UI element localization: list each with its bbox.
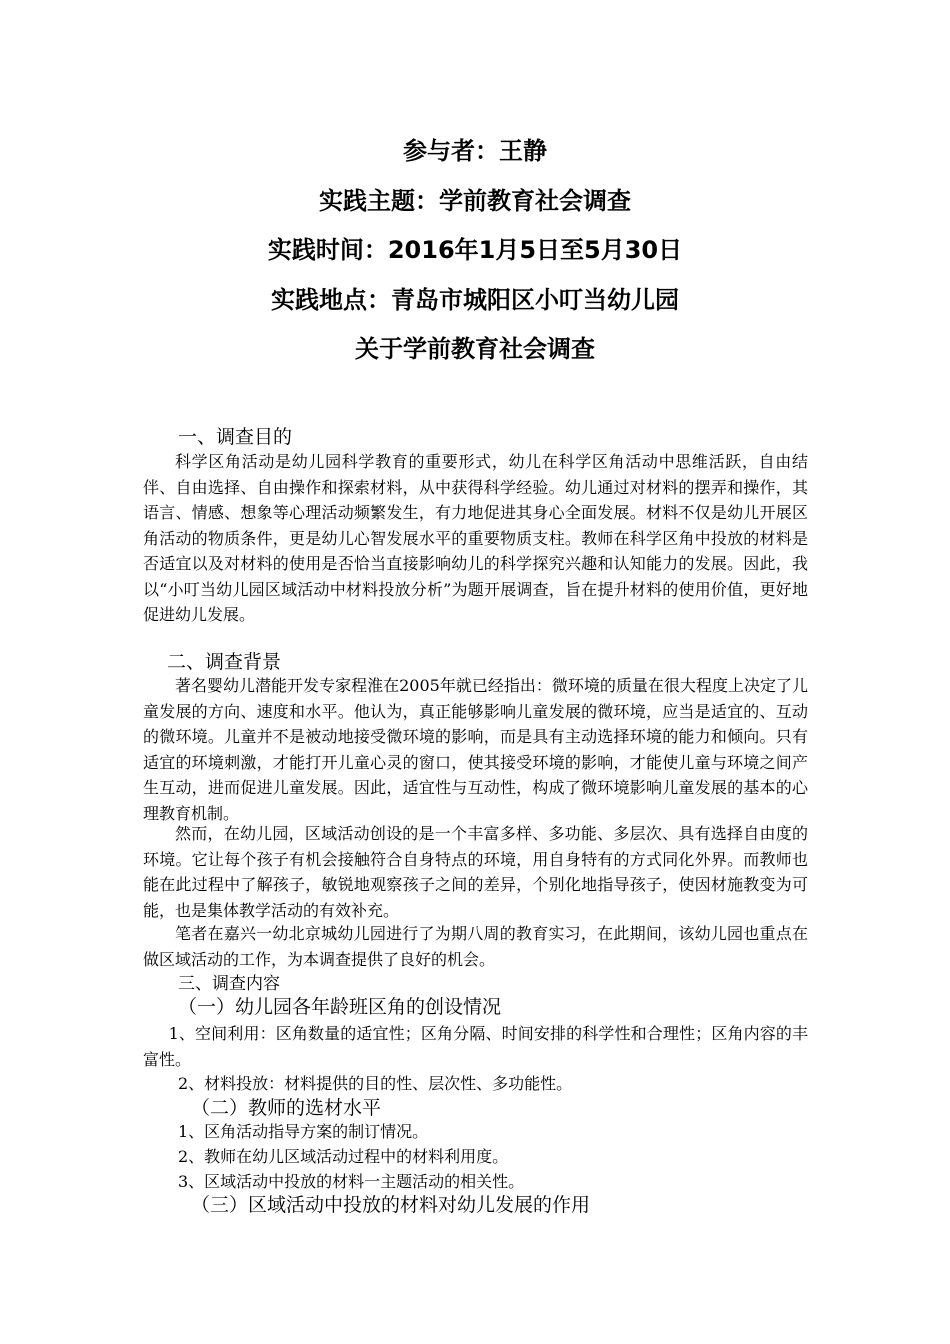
section-heading-content: 三、调查内容 <box>178 974 280 994</box>
content-item-2-3: 3、区域活动中投放的材料一主题活动的相关性。 <box>178 1172 525 1191</box>
time-line: 实践时间：2016年1月5日至5月30日 <box>267 236 683 264</box>
background-paragraph-3: 笔者在嘉兴一幼北京城幼儿园进行了为期八周的教育实习，在此期间，该幼儿园也重点在做区域活动的工作，为本调查提供了良好的机会。 <box>143 924 808 969</box>
document-title: 关于学前教育社会调查 <box>355 335 595 363</box>
purpose-paragraph: 科学区角活动是幼儿园科学教育的重要形式，幼儿在科学区角活动中思维活跃，自由结伴、自由选择、自由操作和探索材料，从中获得科学经验。幼儿通过对材料的摆弄和操作，其语言、情感、想象等心理活动频繁发生，有力地促进其身心全面发展。材料不仅是幼儿开展区角活动的物质条件，更是幼儿心智发展水平的重要物质支柱。教师在科学区角中投放的材料是否适宜以及对材料的使用是否恰当直接影响幼儿的科学探究兴趣和认知能力的发展。因此，我以“小叮当幼儿园区域活动中材料投放分析”为题开展调查，旨在提升材料的使用价值，更好地促进幼儿发展。 <box>143 452 808 624</box>
subsection-heading-1: （一）幼儿园各年龄班区角的创设情况 <box>178 996 502 1018</box>
content-item-1-1: 1、空间利用：区角数量的适宜性；区角分隔、时间安排的科学性和合理性；区角内容的丰富性。 <box>143 1024 808 1069</box>
content-item-2-1: 1、区角活动指导方案的制订情况。 <box>178 1122 429 1141</box>
content-item-1-2: 2、材料投放：材料提供的目的性、层次性、多功能性。 <box>178 1074 573 1093</box>
section-heading-background: 二、调查背景 <box>167 651 282 673</box>
background-paragraph-1: 著名婴幼儿潜能开发专家程淮在2005年就已经指出：微环境的质量在很大程度上决定了儿童发展的方向、速度和水平。他认为，真正能够影响儿童发展的微环境，应当是适宜的、互动的微环境。儿童并不是被动地接受微环境的影响，而是具有主动选择环境的能力和倾向。只有适宜的环境刺激，才能打开儿童心灵的窗口，使其接受环境的影响，才能使儿童与环境之间产生互动，进而促进儿童发展。因此，适宜性与互动性，构成了微环境影响儿童发展的基本的心理教育机制。 <box>143 676 808 823</box>
subsection-heading-3: （三）区域活动中投放的材料对幼儿发展的作用 <box>191 1194 591 1216</box>
participant-line: 参与者：王静 <box>403 137 547 165</box>
background-paragraph-2: 然而，在幼儿园，区域活动创设的是一个丰富多样、多功能、多层次、具有选择自由度的环境。它让每个孩子有机会接触符合自身特点的环境，用自身特有的方式同化外界。而教师也能在此过程中了解孩子，敏锐地观察孩子之间的差异，个别化地指导孩子，使因材施教变为可能，也是集体教学活动的有效补充。 <box>143 824 808 920</box>
theme-line: 实践主题：学前教育社会调查 <box>319 187 631 215</box>
place-line: 实践地点：青岛市城阳区小叮当幼儿园 <box>271 286 679 314</box>
section-heading-purpose: 一、调查目的 <box>178 426 293 448</box>
subsection-heading-2: （二）教师的选材水平 <box>191 1097 382 1119</box>
content-item-2-2: 2、教师在幼儿区域活动过程中的材料利用度。 <box>178 1147 509 1166</box>
